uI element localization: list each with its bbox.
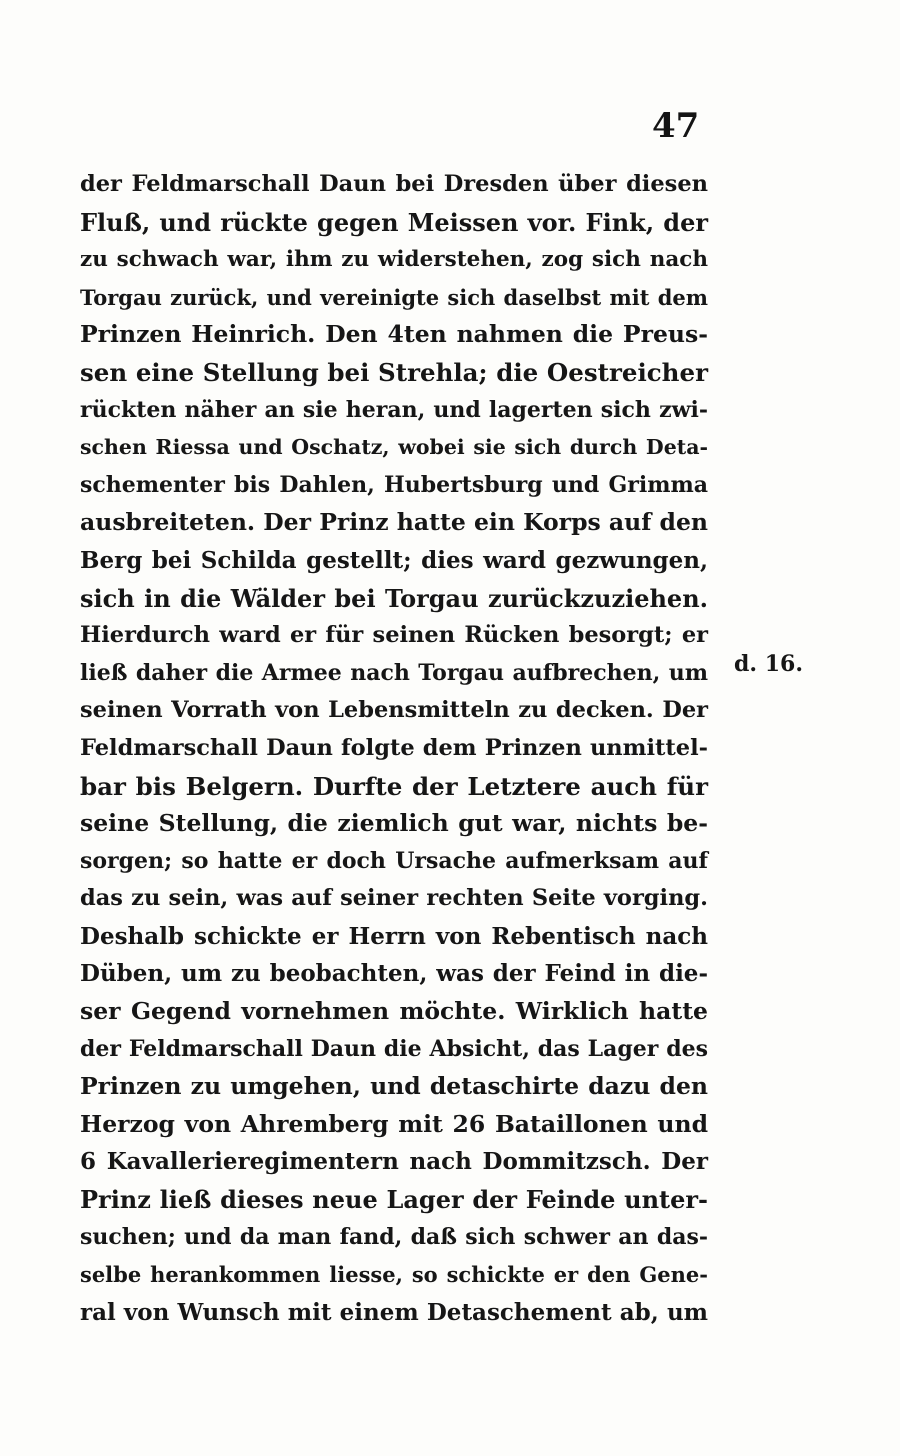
text-line: ral von Wunsch mit einem Detaschement ab, um xyxy=(80,1298,708,1326)
text-line: sich in die Wälder bei Torgau zurückzuziehen. xyxy=(80,583,708,613)
text-line: 6 Kavallerieregimentern nach Dommitzsch. Der xyxy=(80,1148,708,1176)
text-line: schementer bis Dahlen, Hubertsburg und Grimma xyxy=(80,471,708,498)
text-line: der Feldmarschall Daun bei Dresden über diesen xyxy=(80,171,708,197)
text-line: sen eine Stellung bei Strehla; die Oestreicher xyxy=(80,357,708,387)
text-line: seinen Vorrath von Lebensmitteln zu decken. Der xyxy=(80,697,708,724)
text-line: Hierdurch ward er für seinen Rücken besorgt; er xyxy=(80,622,708,649)
margin-date-note: d. 16. xyxy=(734,651,803,677)
text-line: Düben, um zu beobachten, was der Feind in die- xyxy=(80,960,708,988)
text-line: der Feldmarschall Daun die Absicht, das Lager des xyxy=(80,1035,708,1062)
body-text xyxy=(80,166,708,1331)
text-line: sorgen; so hatte er doch Ursache aufmerksam auf xyxy=(80,847,708,874)
text-line: Herzog von Ahremberg mit 26 Bataillonen und xyxy=(80,1109,708,1138)
text-line: ausbreiteten. Der Prinz hatte ein Korps auf den xyxy=(80,508,708,537)
text-line: Prinzen zu umgehen, und detaschirte dazu den xyxy=(80,1072,708,1101)
text-line: schen Riessa und Oschatz, wobei sie sich durch Deta- xyxy=(80,435,708,460)
text-line: ser Gegend vornehmen möchte. Wirklich hatte xyxy=(80,997,708,1026)
text-line: Berg bei Schilda gestellt; dies ward gezwungen, xyxy=(80,546,708,574)
text-line: suchen; und da man fand, daß sich schwer an das- xyxy=(80,1223,708,1250)
text-line: Prinz ließ dieses neue Lager der Feinde unter- xyxy=(80,1185,708,1215)
text-line: Prinzen Heinrich. Den 4ten nahmen die Preus- xyxy=(80,320,708,349)
text-line: das zu sein, was auf seiner rechten Seite vorging. xyxy=(80,885,708,912)
text-line: selbe herankommen liesse, so schickte er den Gene- xyxy=(80,1262,708,1288)
text-line: ließ daher die Armee nach Torgau aufbrechen, um xyxy=(80,659,708,686)
text-line: zu schwach war, ihm zu widerstehen, zog sich nach xyxy=(80,247,708,273)
text-line: Torgau zurück, und vereinigte sich daselbst mit dem xyxy=(80,284,708,310)
text-line: Feldmarschall Daun folgte dem Prinzen unmittel- xyxy=(80,734,708,761)
text-line: rückten näher an sie heran, und lagerten sich zwi- xyxy=(80,396,708,423)
page-number: 47 xyxy=(652,106,700,146)
text-line: seine Stellung, die ziemlich gut war, nichts be- xyxy=(80,809,708,838)
text-line: Fluß, und rückte gegen Meissen vor. Fink, der xyxy=(80,207,708,237)
text-line: bar bis Belgern. Durfte der Letztere auch für xyxy=(80,771,708,801)
text-line: Deshalb schickte er Herrn von Rebentisch nach xyxy=(80,922,708,950)
